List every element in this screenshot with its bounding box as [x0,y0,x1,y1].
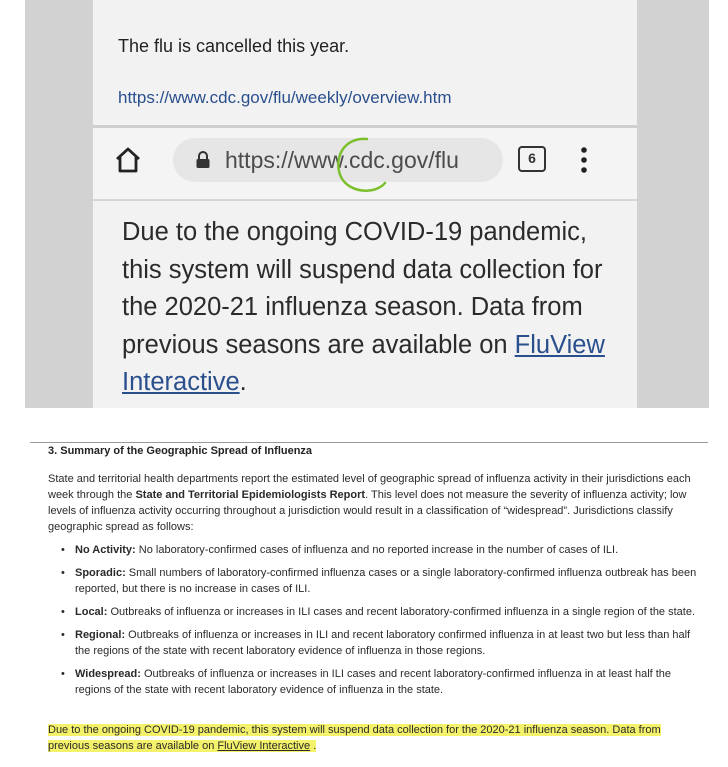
fluview-link-doc[interactable]: FluView Interactive [217,740,311,752]
notice-text [122,214,622,402]
list-item [48,565,700,597]
highlighted-notice [48,722,680,754]
fluview-link[interactable]: FluView Interactive [122,330,605,396]
bullet-icon: • [61,567,65,579]
item-term: No Activity: [75,544,136,556]
more-menu-icon[interactable] [578,146,590,174]
bullet-icon: • [61,668,65,680]
phone-photo [25,0,709,408]
list-item [48,627,700,659]
item-text: Small numbers of laboratory-confirmed influenza cases or a single laboratory-confirmed influenza outbreak has been reported, but there is no increase in cases of ILI. [75,567,697,595]
item-term: Sporadic: [75,567,126,579]
item-term: Local: [75,606,108,618]
item-term: Regional: [75,629,126,641]
document-section [48,443,700,705]
url-text: https://www.cdc.gov/flu [225,147,459,173]
intro-text-1: State and territorial health departments report the estimated level of geographic spread of influenza activity in their jurisdictions each week through the [48,473,691,501]
item-text: Outbreaks of influenza or increases in ILI and recent laboratory confirmed influenza in at least two but less than half the regions of the state with recent laboratory evidence of influenza in those regions. [75,629,691,657]
intro-paragraph [48,471,698,535]
item-text: No laboratory-confirmed cases of influenza and no reported increase in the number of cases of ILI. [135,544,619,556]
hand-drawn-circle-annotation [323,133,413,197]
lock-icon [195,151,211,169]
bullet-icon: • [61,544,65,556]
phone-screen [93,0,637,408]
message-link[interactable]: https://www.cdc.gov/flu/weekly/overview.htm [118,88,452,107]
item-term: Widespread: [75,668,141,680]
home-icon[interactable] [113,145,143,175]
highlight-text [48,724,661,752]
section-heading: 3. Summary of the Geographic Spread of Influenza [48,445,313,457]
item-text: Outbreaks of influenza or increases in ILI cases and recent laboratory-confirmed influenza in at least half the regions of the state with recent laboratory evidence of influenza in the state. [75,668,672,696]
intro-bold: State and Territorial Epidemiologists Report [135,489,366,501]
intro-text-2: . This level does not measure the severity of influenza activity; low levels of influenza activity occurring throughout a jurisdiction would result in a classification of “widespread”. Jurisdictions classify geographic spread as follows: [48,489,687,533]
list-item [48,542,700,558]
highlight-suffix: . [313,740,317,752]
divider [93,199,637,201]
bullet-icon: • [61,606,65,618]
tab-switcher-button[interactable]: 6 [518,146,546,172]
item-text: Outbreaks of influenza or increases in ILI cases and recent laboratory-confirmed influenza in a single region of the state. [107,606,696,618]
highlight-body: Due to the ongoing COVID-19 pandemic, this system will suspend data collection for the 2020-21 influenza season. Data from previous seasons are available on [48,724,661,752]
list-item [48,666,700,698]
message-text: The flu is cancelled this year. [118,36,350,56]
list-item [48,604,700,620]
bullet-icon: • [61,629,65,641]
spread-level-list [48,542,700,698]
notice-suffix: . [239,368,247,396]
address-bar[interactable] [173,138,503,182]
browser-toolbar [93,128,637,200]
notice-body: Due to the ongoing COVID-19 pandemic, this system will suspend data collection for the 2020-21 influenza season. Data from previous seasons are available on [122,218,603,359]
